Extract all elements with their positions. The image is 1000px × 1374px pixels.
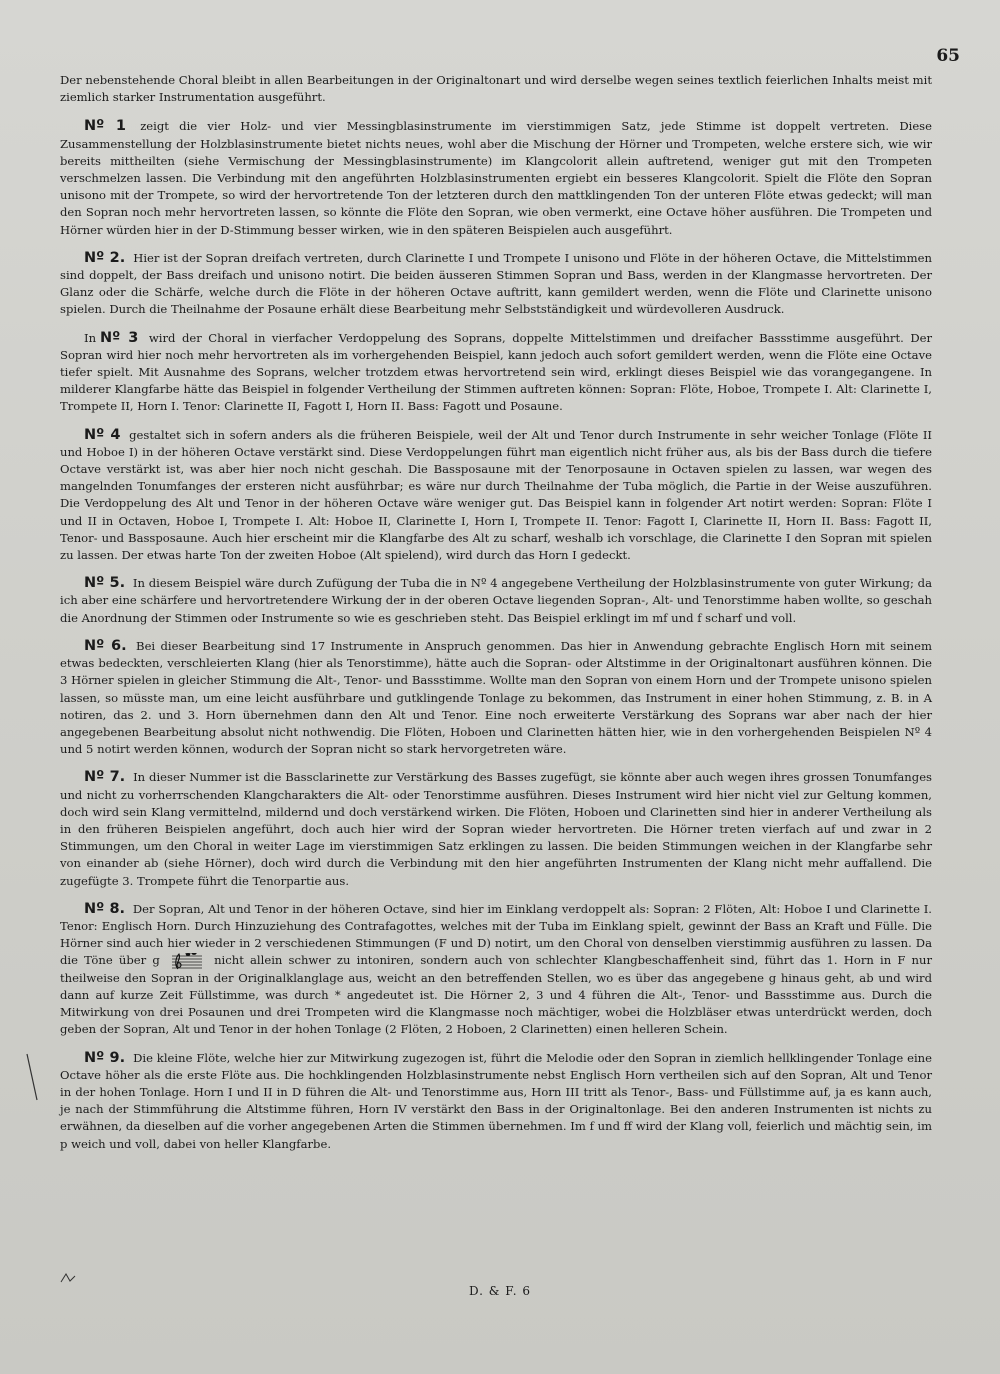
paragraph-number: Nº 2. xyxy=(84,249,126,266)
paragraph-number: Nº 9. xyxy=(84,1049,126,1066)
paragraph-text: In diesem Beispiel wäre durch Zufügung der Tuba die in Nº 4 angegebene Vertheilung der Holzblasinstrumente von guter Wirkung; da ich aber eine schärfere und hervortretendere Wirkung der in der oberen Octave liegenden Sopran-, Alt- und Tenorstimme haben wollte, so geschah die Anordnung der Stimmen oder Instrumente so wie es geschrieben steht. Das Beispiel erklingt im mf und f scharf und voll. xyxy=(60,576,932,625)
paragraph-text: Hier ist der Sopran dreifach vertreten, durch Clarinette I und Trompete I unisono und Flöte in der höheren Octave, die Mittelstimmen sind doppelt, der Bass dreifach und unisono notirt. Die beiden äusseren Stimmen Sopran und Bass, werden in der Klangmasse hervortreten. Der Glanz oder die Schärfe, welche durch die Flöte in der höheren Octave auftritt, kann gemildert werden, wenn die Flöte und Clarinette unisono spielen. Durch die Theilnahme der Posaune erhält diese Bearbeitung mehr Selbstständigkeit und würdevolleren Ausdruck. xyxy=(60,250,932,317)
footer-publisher-code: D. & F. 6 xyxy=(468,1284,532,1298)
music-notation-icon xyxy=(172,953,202,970)
paragraph-number: Nº 4 xyxy=(84,426,121,443)
paragraph-2 xyxy=(60,250,932,319)
paragraph-number: Nº 7. xyxy=(84,769,126,786)
paragraph-4 xyxy=(60,427,932,565)
intro-paragraph: Der nebenstehende Choral bleibt in allen Bearbeitungen in der Originaltonart und wird derselbe wegen seines textlich feierlichen Inhalts meist mit ziemlich starker Instrumentation ausgeführt. xyxy=(60,73,932,105)
margin-pencil-mark xyxy=(26,1052,38,1102)
paragraph-text: Der Sopran, Alt und Tenor in der höheren Octave, sind hier im Einklang verdoppelt als: Sopran: 2 Flöten, Alt: Hoboe I und Clarinette I. Tenor: Englisch Horn. Durch Hinzuziehung des Contrafagottes, welches mit der Tuba im Einklang spielt, gewinnt der Bass an Kraft und Fülle. Die Hörner sind auch hier wieder in 2 verschiedenen Stimmungen (F und D) notirt, um den Choral von denselben vierstimmig ausführen zu lassen. Da die Töne über g xyxy=(60,901,932,968)
paragraph-number: Nº 1 xyxy=(84,118,126,135)
paragraph-7 xyxy=(60,769,932,889)
paragraph-8 xyxy=(60,901,932,1039)
paragraph-text: wird der Choral in vierfacher Verdoppelung des Soprans, doppelte Mittelstimmen und dreifacher Bassstimme ausgeführt. Der Sopran wird hier noch mehr hervortreten als im vorhergehenden Beispiel, kann jedoch auch sofort gemildert werden, wenn die Flöte eine Octave tiefer spielt. Mit Ausnahme des Soprans, welcher trotzdem etwas hervortretend sein wird, erklingt dieses Beispiel wie das vorangegangene. In milderer Klangfarbe hätte das Beispiel in folgender Vertheilung der Stimmen auftreten können: Sopran: Flöte, Hoboe, Trompete I. Alt: Clarinette I, Trompete II, Horn I. Tenor: Clarinette II, Fagott I, Horn II. Bass: Fagott und Posaune. xyxy=(60,330,933,414)
paragraph-text: Bei dieser Bearbeitung sind 17 Instrumente in Anspruch genommen. Das hier in Anwendung gebrachte Englisch Horn mit seinem etwas bedeckten, verschleierten Klang (hier als Tenorstimme), hätte auch die Sopran- oder Altstimme in der Originaltonart ausführen können. Die 3 Hörner spielen in gleicher Stimmung die Alt-, Tenor- und Bassstimme. Wollte man den Sopran von einem Horn und der Trompete unisono spielen lassen, so müsste man, um eine leicht ausführbare und gutklingende Tonlage zu bekommen, das Instrument in einer hohen Stimmung, z. B. in A notiren, das 2. und 3. Horn übernehmen dann den Alt und Tenor. Eine noch erweiterte Verstärkung des Soprans war aber nach der hier angegebenen Bearbeitung absolut nicht nothwendig. Die Flöten, Hoboen und Clarinetten hätten hier, wie in den vorhergehenden Beispielen Nº 4 und 5 notirt werden können, wodurch der Sopran nicht so stark hervorgetreten wäre. xyxy=(60,638,932,757)
paragraph-number: Nº 8. xyxy=(84,900,126,917)
paragraph-3 xyxy=(60,330,932,416)
paragraph-text: zeigt die vier Holz- und vier Messingblasinstrumente im vierstimmigen Satz, jede Stimme ist doppelt vertreten. Diese Zusammenstellung der Holzblasinstrumente bietet nichts neues, wohl aber die Mischung der Hörner und Trompeten, welche erstere sich, wie wir bereits mittheilten (siehe Vermischung der Messingblasinstrumente) im Klangcolorit allein auftretend, weniger gut mit den Trompeten verschmelzen lassen. Die Verbindung mit den angeführten Holzblasinstrumenten ergiebt ein besseres Klangcolorit. Spielt die Flöte den Sopran unisono mit der Trompete, so wird der hervortretende Ton der letzteren durch den mattklingenden Ton der unteren Flöte etwas gedeckt; will man den Sopran noch mehr hervortreten lassen, so könnte die Flöte den Sopran, wie oben vermerkt, eine Octave höher ausführen. Die Trompeten und Hörner würden hier in der D-Stimmung besser wirken, wie in den späteren Beispielen auch ausgeführt. xyxy=(60,119,932,237)
paragraph-number: Nº 5. xyxy=(84,575,126,592)
paragraph-text: Die kleine Flöte, welche hier zur Mitwirkung zugezogen ist, führt die Melodie oder den Sopran in ziemlich hellklingender Tonlage eine Octave höher als die erste Flöte aus. Die hochklingenden Holzblasinstrumente nebst Englisch Horn vertheilen sich auf den Sopran, Alt und Tenor in der hohen Tonlage. Horn I und II in D führen die Alt- und Tenorstimme aus, Horn III tritt als Tenor-, Bass- und Füllstimme auf, ja es kann auch, je nach der Stimmführung die Altstimme führen, Horn IV verstärkt den Bass in der Originaltonlage. Bei den anderen Instrumenten ist nichts zu erwähnen, da dieselben auf die vorher angegebenen Arten die Stimmen übernehmen. Im f und ff wird der Klang voll, feierlich und mächtig sein, im p weich und voll, dabei von heller Klangfarbe. xyxy=(60,1050,932,1151)
margin-check-mark xyxy=(60,1272,76,1284)
paragraph-6 xyxy=(60,638,932,758)
page-number: 65 xyxy=(936,46,960,66)
text-body xyxy=(60,72,932,1164)
paragraph-text: gestaltet sich in sofern anders als die früheren Beispiele, weil der Alt und Tenor durch Instrumente in sehr weicher Tonlage (Flöte II und Hoboe I) in der höheren Octave verstärkt sind. Diese Verdoppelungen führt man eigentlich nicht früher aus, als bis der Bass durch die tiefere Octave verstärkt ist, was aber hier noch nicht geschah. Die Bassposaune mit der Tenorposaune in Octaven spielen zu lassen, war wegen des mangelnden Tonumfanges der ersteren nicht ausführbar; es wäre nur durch Theilnahme der Tuba möglich, die Partie in der Weise auszuführen. Die Verdoppelung des Alt und Tenor in der höheren Octave wäre weniger gut. Das Beispiel kann in folgender Art notirt werden: Sopran: Flöte I und II in Octaven, Hoboe I, Trompete I. Alt: Hoboe II, Clarinette I, Horn I, Trompete II. Tenor: Fagott I, Clarinette II, Horn II. Bass: Fagott II, Tenor- und Bassposaune. Auch hier erscheint mir die Klangfarbe des Alt zu scharf, weshalb ich vorschlage, die Clarinette I den Sopran mit spielen zu lassen. Der etwas harte Ton der zweiten Hoboe (Alt spielend), wird durch das Horn I gedeckt. xyxy=(60,427,933,563)
paragraph-9 xyxy=(60,1050,932,1153)
paragraph-text: nicht allein schwer zu intoniren, sondern auch von schlechter Klangbeschaffenheit sind, führt das 1. Horn in F nur theilweise den Sopran in der Originalklanglage aus, weicht an den betreffenden Stellen, wo es über das angegebene g hinaus geht, ab und wird dann auf kurze Zeit Füllstimme, was durch * angedeutet ist. Die Hörner 2, 3 und 4 führen die Alt-, Tenor- und Bassstimme aus. Durch die Mitwirkung von drei Posaunen und drei Trompeten wird die Klangmasse noch mächtiger, wobei die Holzbläser etwas unterdrückt werden, doch geben der Sopran, Alt und Tenor in der hohen Tonlage (2 Flöten, 2 Hoboen, 2 Clarinetten) einen helleren Schein. xyxy=(60,953,932,1037)
paragraph-lead: In xyxy=(84,330,97,345)
paragraph-1 xyxy=(60,118,932,238)
paragraph-text: In dieser Nummer ist die Bassclarinette zur Verstärkung des Basses zugefügt, sie könnte aber auch wegen ihres grossen Tonumfanges und nicht zu vorherrschenden Klangcharakters die Alt- oder Tenorstimme ausführen. Dieses Instrument wird hier nicht viel zur Geltung kommen, doch wird sein Klang vermittelnd, mildernd und doch verstärkend wirken. Die Flöten, Hoboen und Clarinetten sind hier in anderer Vertheilung als in den früheren Beispielen angeführt, doch auch hier wird der Sopran wieder hervortreten. Die Hörner treten vierfach auf und zwar in 2 Stimmungen, um den Choral in weiter Lage im vierstimmigen Satz erklingen zu lassen. Die beiden Stimmungen weichen in der Klangfarbe sehr von einander ab (siehe Hörner), doch wird durch die Verbindung mit den hier angeführten Instrumenten der Klang nicht mehr auffallend. Die zugefügte 3. Trompete führt die Tenorpartie aus. xyxy=(60,770,933,888)
paragraph-number: Nº 3 xyxy=(100,329,139,346)
paragraph-number: Nº 6. xyxy=(84,637,127,654)
paragraph-5 xyxy=(60,575,932,627)
